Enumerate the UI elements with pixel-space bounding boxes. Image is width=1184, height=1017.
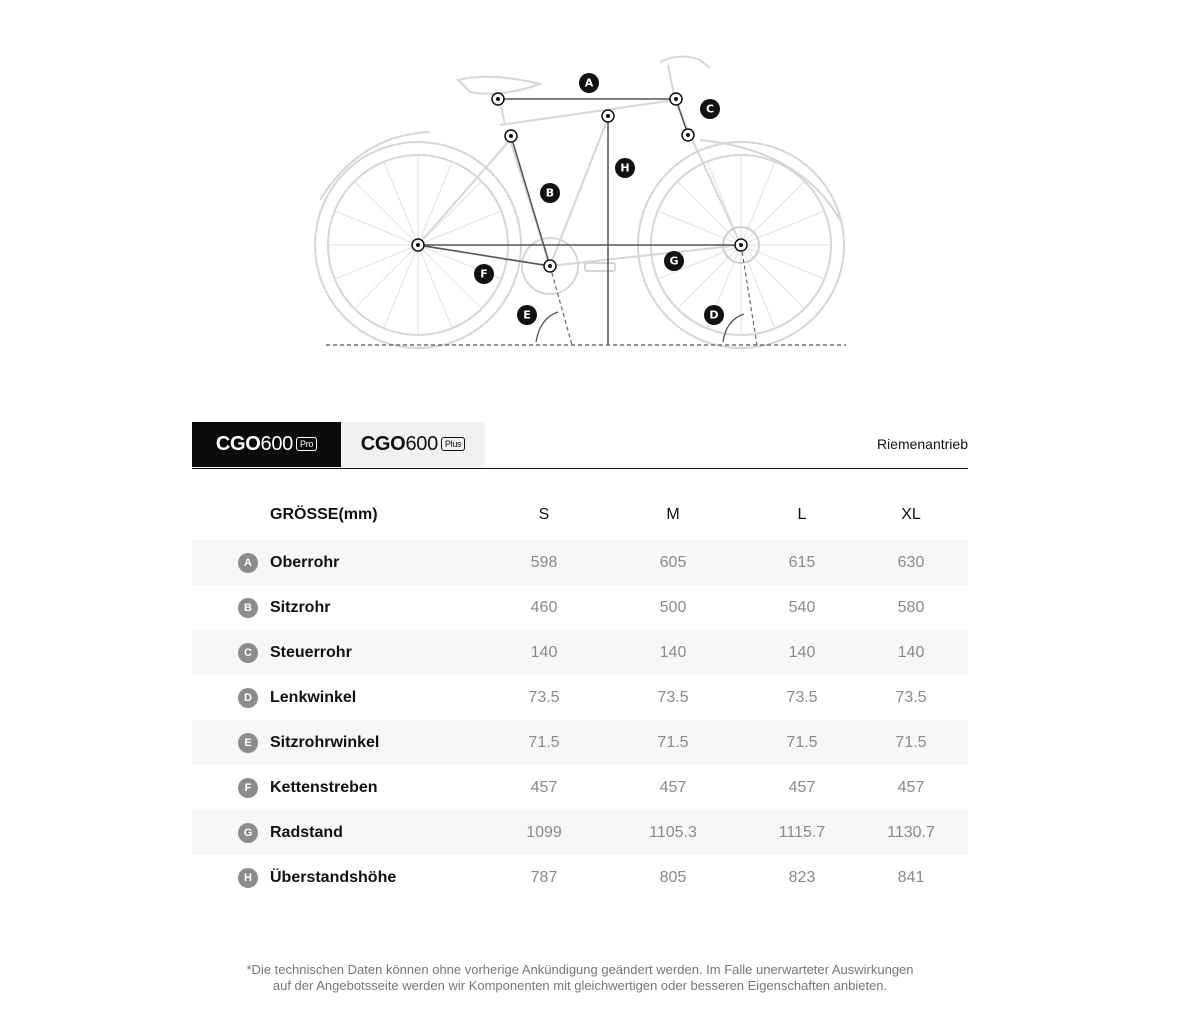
row-marker-badge: B: [238, 598, 258, 618]
row-marker-badge: C: [238, 643, 258, 663]
row-value-xl: 140: [897, 643, 925, 661]
row-value-xl: 73.5: [895, 688, 927, 706]
bike-outline: [315, 56, 844, 348]
table-row: [192, 810, 968, 855]
size-header-m: M: [666, 506, 680, 523]
marker-g: [664, 251, 684, 271]
size-header-l: L: [797, 506, 807, 523]
row-value-xl: 580: [897, 598, 925, 616]
row-value-s: 787: [530, 868, 558, 886]
row-value-l: 615: [788, 553, 816, 571]
row-value-m: 500: [659, 598, 687, 616]
row-value-xl: 1130.7: [887, 823, 935, 841]
svg-text:E: E: [523, 308, 531, 322]
table-row: [192, 765, 968, 810]
row-value-s: 460: [530, 598, 558, 616]
row-value-s: 71.5: [528, 733, 560, 751]
row-value-m: 140: [659, 643, 687, 661]
row-marker-badge: F: [238, 778, 258, 798]
row-value-l: 823: [788, 868, 816, 886]
row-marker-badge: E: [238, 733, 258, 753]
tab-badge: Plus: [441, 437, 465, 451]
row-marker-badge: G: [238, 823, 258, 843]
marker-d: [704, 305, 724, 325]
row-value-l: 73.5: [786, 688, 818, 706]
row-marker-badge: D: [238, 688, 258, 708]
footnote-line-2: auf der Angebotsseite werden wir Komponenten mit gleichwertigen oder besseren Eigenschaften anbieten.: [272, 978, 888, 993]
geometry-table: [192, 490, 968, 900]
tab-cgo600-pro[interactable]: [192, 422, 341, 467]
marker-e: [517, 305, 537, 325]
table-row: [192, 630, 968, 675]
row-value-m: 805: [659, 868, 687, 886]
tab-brand: CGO: [360, 433, 406, 455]
svg-text:D: D: [709, 308, 719, 322]
tab-badge: Pro: [296, 437, 317, 451]
svg-text:F: F: [480, 267, 488, 281]
tab-number: 600: [405, 433, 438, 455]
table-row: [192, 855, 968, 900]
size-column-header: GRÖSSE(mm): [270, 506, 378, 523]
row-value-m: 605: [659, 553, 687, 571]
model-tabs: [192, 422, 968, 469]
row-value-s: 140: [530, 643, 558, 661]
row-value-l: 71.5: [786, 733, 818, 751]
row-label: Lenkwinkel: [270, 688, 357, 706]
row-marker-badge: H: [238, 868, 258, 888]
drive-type-label: Riemenantrieb: [876, 436, 968, 452]
row-value-m: 457: [659, 778, 687, 796]
row-label: Überstandshöhe: [270, 868, 397, 886]
size-header-s: S: [538, 506, 550, 523]
row-label: Steuerrohr: [270, 643, 352, 661]
svg-text:H: H: [620, 161, 630, 175]
marker-f: [474, 264, 494, 284]
marker-b: [540, 183, 560, 203]
row-value-l: 457: [788, 778, 816, 796]
footnote-line-1: *Die technischen Daten können ohne vorherige Ankündigung geändert werden. Im Falle unerwarteter Auswirkungen: [246, 962, 914, 977]
row-value-l: 540: [788, 598, 816, 616]
row-value-m: 73.5: [657, 688, 689, 706]
tab-cgo600-plus[interactable]: [341, 422, 485, 467]
row-value-xl: 630: [897, 553, 925, 571]
table-row: [192, 585, 968, 630]
size-header-xl: XL: [901, 506, 921, 523]
tab-number: 600: [260, 433, 294, 455]
row-value-m: 1105.3: [649, 823, 697, 841]
svg-text:B: B: [545, 186, 555, 200]
row-value-s: 598: [530, 553, 558, 571]
table-row: [192, 720, 968, 765]
row-value-s: 1099: [526, 823, 562, 841]
row-value-xl: 841: [897, 868, 925, 886]
bike-geometry-diagram: [300, 40, 860, 360]
marker-h: [615, 158, 635, 178]
tab-brand: CGO: [215, 433, 261, 455]
row-value-l: 140: [788, 643, 816, 661]
row-label: Sitzrohrwinkel: [270, 733, 380, 751]
row-marker-badge: A: [238, 553, 258, 573]
table-row: [192, 675, 968, 720]
disclaimer-footnote: [192, 962, 968, 994]
svg-text:C: C: [705, 102, 715, 116]
svg-text:G: G: [669, 254, 679, 268]
row-label: Kettenstreben: [270, 778, 378, 796]
row-value-xl: 457: [897, 778, 925, 796]
row-value-m: 71.5: [657, 733, 689, 751]
svg-text:A: A: [584, 76, 594, 90]
row-label: Oberrohr: [270, 553, 340, 571]
row-value-s: 457: [530, 778, 558, 796]
table-row: [192, 540, 968, 585]
marker-c: [700, 99, 720, 119]
marker-a: [579, 73, 599, 93]
row-value-s: 73.5: [528, 688, 560, 706]
table-header-row: [192, 490, 968, 540]
row-label: Radstand: [270, 823, 343, 841]
row-label: Sitzrohr: [270, 598, 331, 616]
row-value-xl: 71.5: [895, 733, 927, 751]
row-value-l: 1115.7: [778, 823, 826, 841]
